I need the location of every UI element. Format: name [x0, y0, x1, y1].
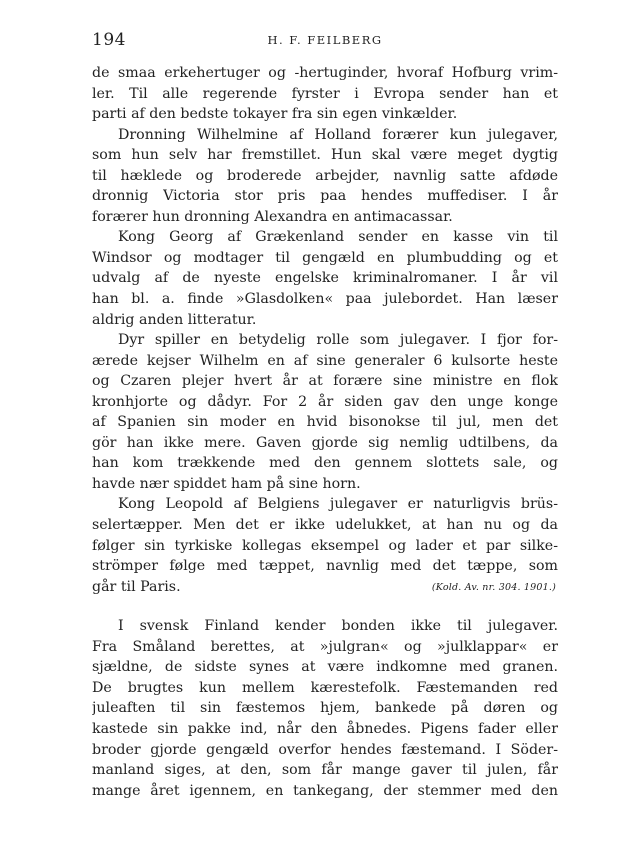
text-line: strömper følge med tæppet, navnlig med det tæppe, som	[92, 558, 558, 575]
source-citation: (Kold. Av. nr. 304. 1901.)	[431, 581, 556, 593]
text-line: gör han ikke mere. Gaven gjorde sig nemlig udtilbens, da	[92, 434, 558, 451]
text-line: Windsor og modtager til gengæld en plumbudding og et	[92, 249, 558, 266]
text-line: han kom trækkende med den gennem slottets sale, og	[92, 455, 558, 472]
text-line: de smaa erkehertuger og -hertuginder, hvoraf Hofburg vrim-	[92, 65, 558, 81]
text-line: Kong Leopold af Belgiens julegaver er naturligvis brüs-	[118, 496, 558, 513]
text-line: han bl. a. finde »Glasdolken« paa julebordet. Han læser	[92, 291, 558, 308]
text-line: De brugtes kun mellem kærestefolk. Fæstemanden red	[92, 679, 558, 696]
text-line: selertæpper. Men det er ikke udelukket, at han nu og da	[92, 517, 558, 534]
text-line: forærer hun dronning Alexandra en antimacassar.	[92, 208, 453, 225]
page-number: 194	[92, 30, 126, 50]
text-line: juleaften til sin fæstemos hjem, bankede på døren og	[92, 700, 558, 717]
text-line: Kong Georg af Grækenland sender en kasse vin til	[118, 229, 558, 246]
text-line: parti af den bedste tokayer fra sin egen vinkælder.	[92, 106, 458, 123]
text-line: følger sin tyrkiske kollegas eksempel og lader et par silke-	[92, 537, 558, 554]
text-line: af Spanien sin moder en hvid bisonokse til jul, men det	[92, 414, 558, 431]
text-line: Fra Småland berettes, at »julgran« og »julklappar« er	[92, 638, 558, 655]
text-line: I svensk Finland kender bonden ikke til julegaver.	[118, 618, 558, 635]
text-line: Dronning Wilhelmine af Holland forærer kun julegaver,	[118, 126, 558, 143]
text-line: broder gjorde gengæld overfor hendes fæstemand. I Söder-	[92, 741, 558, 758]
text-line: som hun selv har fremstillet. Hun skal være meget dygtig	[92, 147, 558, 164]
text-line: går til Paris.	[92, 578, 181, 595]
running-title: H. F. FEILBERG	[267, 33, 383, 47]
text-line: ler. Til alle regerende fyrster i Evropa sender han et	[92, 85, 558, 102]
text-line: og Czaren plejer hvert år at forære sine ministre en flok	[92, 373, 558, 390]
body-text	[92, 63, 558, 801]
text-line: havde nær spiddet ham på sine horn.	[92, 475, 361, 492]
text-line: dronnig Victoria stor pris paa hendes muffediser. I år	[92, 188, 558, 205]
text-line: sjældne, de sidste synes at være indkomne med granen.	[92, 659, 558, 676]
text-line: til hæklede og broderede arbejder, navnlig satte afdøde	[92, 167, 558, 184]
text-line: kronhjorte og dådyr. For 2 år siden gav den unge konge	[92, 393, 558, 410]
text-line: ærede kejser Wilhelm en af sine generaler 6 kulsorte heste	[92, 352, 558, 369]
text-line: manland siges, at den, som får mange gaver til julen, får	[92, 762, 558, 779]
page-header	[92, 30, 558, 52]
text-line: Dyr spiller en betydelig rolle som julegaver. I fjor for-	[118, 332, 558, 349]
text-line-with-citation	[92, 577, 558, 598]
text-line: kastede sin pakke ind, når den åbnedes. Pigens fader eller	[92, 720, 558, 737]
text-line: aldrig anden litteratur.	[92, 311, 257, 328]
text-line: mange året igennem, en tankegang, der stemmer med den	[92, 782, 558, 799]
text-line: udvalg af de nyeste engelske kriminalromaner. I år vil	[92, 270, 558, 287]
